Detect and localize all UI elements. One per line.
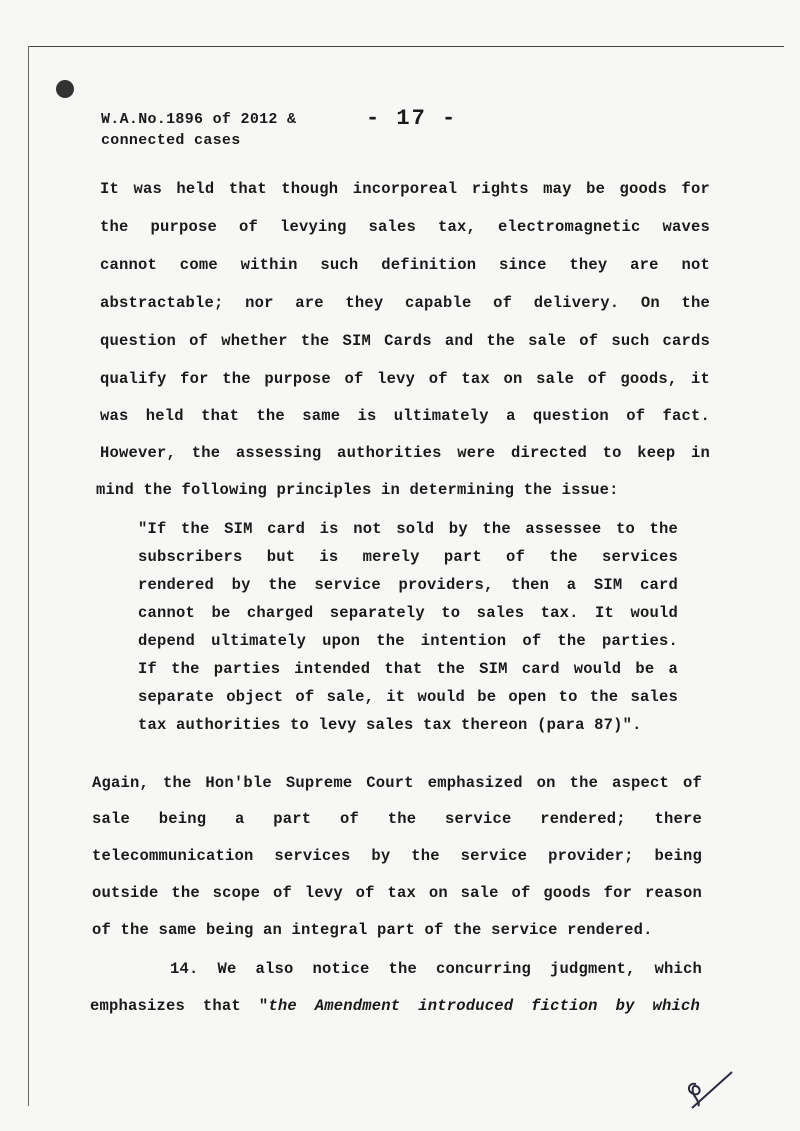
initials-mark xyxy=(678,1068,738,1116)
text-line: mind the following principles in determining the issue: xyxy=(96,481,619,499)
text-line: telecommunication services by the service provider; being xyxy=(92,847,702,865)
text-line: It was held that though incorporeal rights may be goods for xyxy=(100,180,710,198)
quote-line: separate object of sale, it would be open to the sales xyxy=(138,688,678,706)
case-reference xyxy=(101,109,296,151)
quote-line: subscribers but is merely part of the services xyxy=(138,548,678,566)
text-line xyxy=(90,997,700,1015)
text-line: 14. We also notice the concurring judgment, which xyxy=(170,960,702,978)
punch-hole-mark xyxy=(56,80,74,98)
text-line: was held that the same is ultimately a question of fact. xyxy=(100,407,710,425)
page-top-rule xyxy=(28,46,784,47)
text-line: qualify for the purpose of levy of tax on sale of goods, it xyxy=(100,370,710,388)
quote-line: If the parties intended that the SIM card would be a xyxy=(138,660,678,678)
text-line: abstractable; nor are they capable of delivery. On the xyxy=(100,294,710,312)
quote-line: depend ultimately upon the intention of the parties. xyxy=(138,632,678,650)
text-run: emphasizes that " xyxy=(90,997,269,1015)
text-line: cannot come within such definition since they are not xyxy=(100,256,710,274)
quote-line: rendered by the service providers, then a SIM card xyxy=(138,576,678,594)
case-ref-line1: W.A.No.1896 of 2012 & xyxy=(101,111,297,128)
text-line: of the same being an integral part of the service rendered. xyxy=(92,921,653,939)
case-ref-line2: connected cases xyxy=(101,132,241,149)
page-left-rule xyxy=(28,46,29,1106)
text-line: the purpose of levying sales tax, electromagnetic waves xyxy=(100,218,710,236)
quote-line: cannot be charged separately to sales tax. It would xyxy=(138,604,678,622)
text-line: However, the assessing authorities were directed to keep in xyxy=(100,444,710,462)
quote-line: "If the SIM card is not sold by the assessee to the xyxy=(138,520,678,538)
quote-line: tax authorities to levy sales tax thereon (para 87)". xyxy=(138,716,642,734)
italic-text-run: the Amendment introduced fiction by which xyxy=(268,997,700,1015)
text-line: question of whether the SIM Cards and the sale of such cards xyxy=(100,332,710,350)
text-line: sale being a part of the service rendered; there xyxy=(92,810,702,828)
text-line: outside the scope of levy of tax on sale of goods for reason xyxy=(92,884,702,902)
text-line: Again, the Hon'ble Supreme Court emphasized on the aspect of xyxy=(92,774,702,792)
page-number: - 17 - xyxy=(366,106,458,131)
